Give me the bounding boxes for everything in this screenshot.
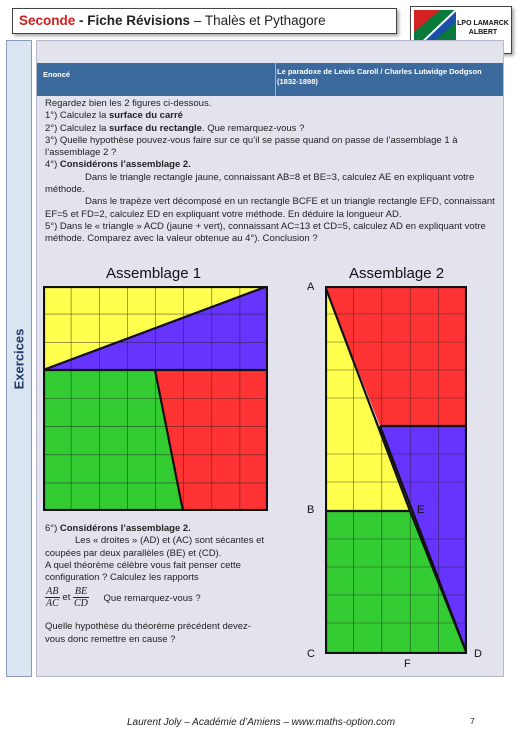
q2-bold: surface du rectangle bbox=[109, 122, 202, 134]
question-4b: Dans le trapèze vert décomposé en un rectangle BCFE et un triangle rectangle EFD, connaissant EF=5 et FD=2, calculez ED en expliquant votre méthode. En déduire la longueur AD. bbox=[45, 196, 495, 220]
q2-prefix: 2°) Calculez la bbox=[45, 122, 109, 134]
header-box bbox=[12, 8, 397, 34]
question-1 bbox=[45, 110, 495, 122]
assemblage-1-title: Assemblage 1 bbox=[106, 265, 202, 282]
question-6a: Les « droites » (AD) et (AC) sont sécantes et coupées par deux parallèles (BE) et (CD). bbox=[45, 535, 265, 559]
header-level: Seconde bbox=[19, 13, 76, 28]
frac-et: et bbox=[62, 592, 71, 604]
label-point-e: E bbox=[417, 504, 425, 516]
label-point-c: C bbox=[307, 648, 315, 660]
fraction-ab-ac bbox=[45, 586, 60, 609]
question-6 bbox=[45, 523, 269, 535]
logo-line-1: LPO LAMARCK bbox=[457, 20, 509, 27]
header-dash: - bbox=[75, 13, 88, 28]
question-4 bbox=[45, 159, 495, 171]
label-point-d: D bbox=[474, 648, 482, 660]
question-6b: A quel théorème célèbre vous fait penser cette configuration ? Calculez les rapports bbox=[45, 559, 241, 584]
q1-bold: surface du carré bbox=[109, 110, 183, 122]
header-fiche: Fiche Révisions bbox=[87, 13, 191, 28]
frac2-den: CD bbox=[74, 598, 88, 610]
fraction-be-cd bbox=[73, 586, 89, 609]
q1-prefix: 1°) Calculez la bbox=[45, 110, 109, 122]
label-point-b: B bbox=[307, 504, 315, 516]
assemblage-2-figure bbox=[325, 286, 467, 654]
side-tab bbox=[6, 40, 32, 677]
frac1-den: AC bbox=[46, 598, 59, 610]
table-header bbox=[37, 63, 503, 96]
questions-block bbox=[45, 98, 495, 246]
label-point-a: A bbox=[307, 281, 315, 293]
frac1-num: AB bbox=[46, 586, 59, 598]
q4-prefix: 4°) bbox=[45, 159, 60, 171]
q6-prefix: 6°) bbox=[45, 523, 60, 534]
question-6c: Quelle hypothèse du théorème précédent devez-vous donc remettre en cause ? bbox=[45, 621, 251, 645]
logo-text bbox=[457, 19, 509, 37]
question-4a: Dans le triangle rectangle jaune, connaissant AB=8 et BE=3, calculez AE en expliquant votre méthode. bbox=[45, 171, 475, 196]
content-panel bbox=[36, 40, 504, 677]
assemblage-1-figure bbox=[43, 286, 268, 511]
frac2-num: BE bbox=[74, 586, 88, 598]
question-5: 5°) Dans le « triangle » ACD (jaune + vert), connaissant AC=13 et CD=5, calculez AD en expliquant votre méthode. Comparez avec la valeur obtenue au 4°). Conclusion ? bbox=[45, 220, 486, 245]
intro-text: Regardez bien les 2 figures ci-dessous. bbox=[45, 98, 212, 109]
question-6-block bbox=[45, 523, 269, 646]
question-3: 3°) Quelle hypothèse pouvez-vous faire sur ce qu’il se passe quand on passe de l’assemblage 1 à l’assemblage 2 ? bbox=[45, 134, 458, 159]
assemblage-2-title: Assemblage 2 bbox=[349, 265, 445, 282]
label-point-f: F bbox=[404, 658, 411, 670]
logo-line-2: ALBERT bbox=[468, 29, 498, 36]
footer: Laurent Joly – Académie d’Amiens – www.maths-option.com bbox=[126, 717, 396, 728]
q4-bold: Considérons l’assemblage 2. bbox=[59, 159, 191, 171]
ratio-row bbox=[45, 586, 269, 609]
header-separator: – bbox=[190, 13, 205, 28]
frac-question: Que remarquez-vous ? bbox=[103, 592, 201, 604]
header-subject: Thalès et Pythagore bbox=[204, 13, 326, 28]
page-title bbox=[19, 13, 326, 28]
q2-suffix: . Que remarquez-vous ? bbox=[201, 122, 305, 134]
table-header-divider bbox=[275, 63, 276, 96]
table-header-left: Enoncé bbox=[43, 70, 71, 79]
page-number: 7 bbox=[470, 716, 475, 726]
q6-bold: Considérons l’assemblage 2. bbox=[59, 523, 191, 534]
side-label: Exercices bbox=[11, 328, 27, 389]
table-header-right: Le paradoxe de Lewis Caroll / Charles Lutwidge Dodgson (1832-1898) bbox=[277, 67, 482, 86]
question-2 bbox=[45, 123, 495, 135]
